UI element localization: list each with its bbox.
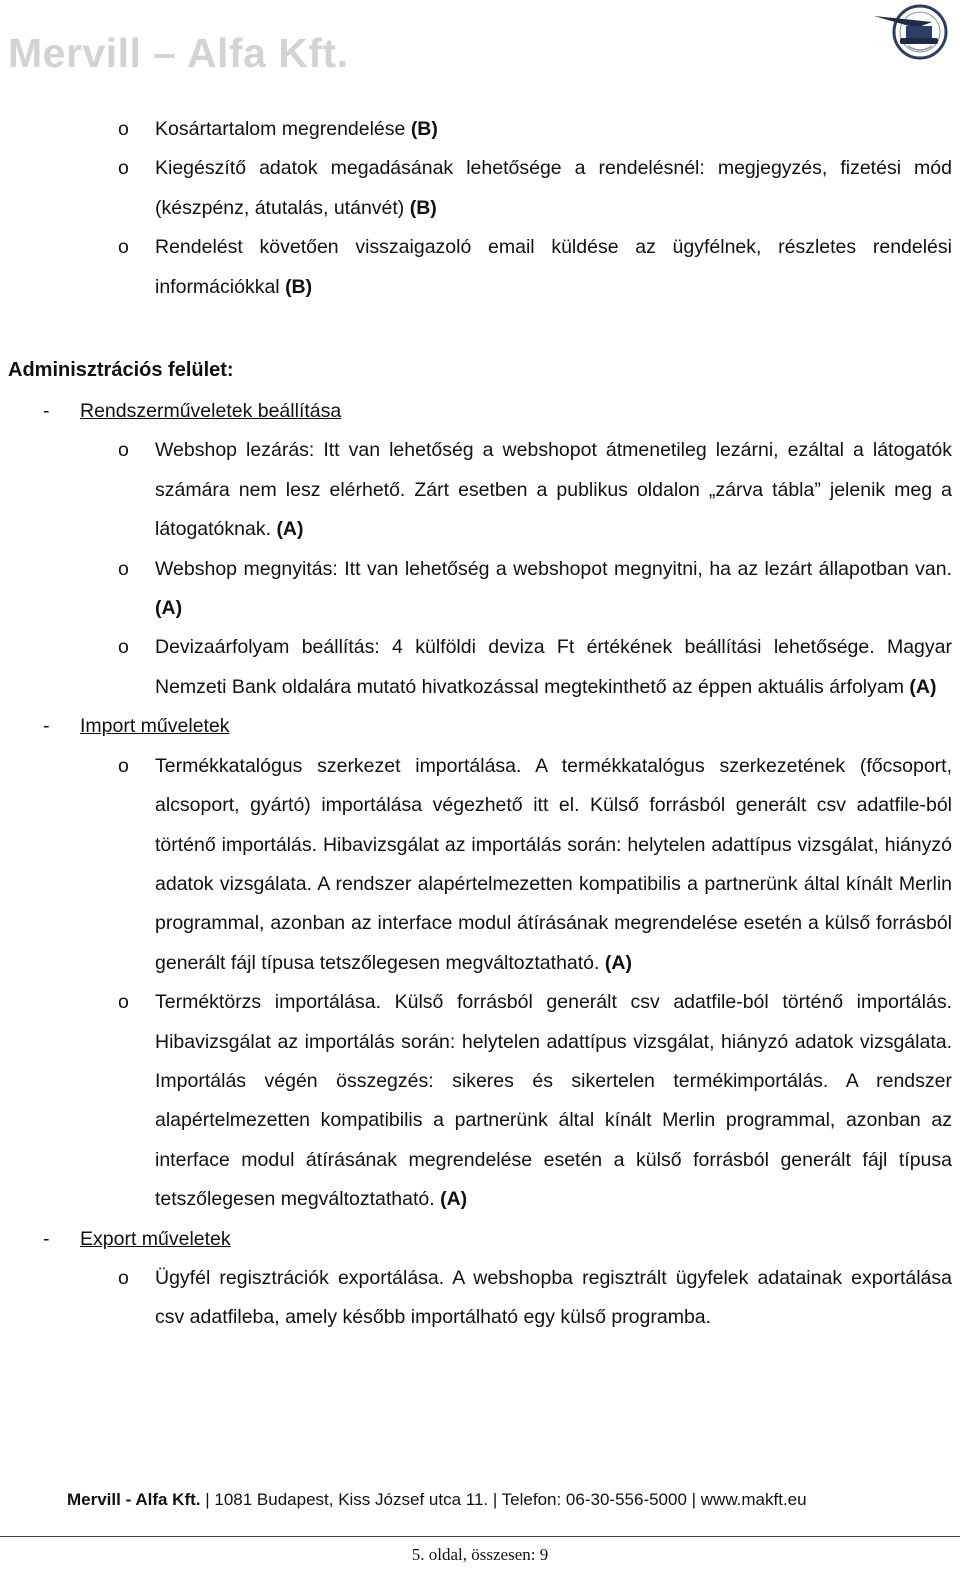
list-item: o Ügyfél regisztrációk exportálása. A webshopba regisztrált ügyfelek adatainak exportálása csv adatfileba, amely később importálható egy külső programba. <box>118 1266 952 1329</box>
list-item: o Kosártartalom megrendelése (B) <box>118 118 438 140</box>
list-item: o Webshop megnyitás: Itt van lehetőség a webshopot megnyitni, ha az lezárt állapotban van. (A) <box>118 557 952 620</box>
footer-info: Mervill - Alfa Kft. | 1081 Budapest, Kiss József utca 11. | Telefon: 06-30-556-5000 | www.makft.eu <box>67 1490 807 1509</box>
list-item: o Rendelést követően visszaigazoló email küldése az ügyfélnek, részletes rendelési információkkal (B) <box>118 236 952 298</box>
page-number: 5. oldal, összesen: 9 <box>411 1545 549 1564</box>
section-label: - Rendszerműveletek beállítása <box>43 400 342 423</box>
list-item: o Kiegészítő adatok megadásának lehetősége a rendelésnél: megjegyzés, fizetési mód (készpénz, átutalás, utánvét) (B) <box>118 157 952 219</box>
section-label: - Import műveletek <box>43 715 230 738</box>
section-heading: Adminisztrációs felület: <box>8 359 234 382</box>
list-item: o Devizaárfolyam beállítás: 4 külföldi deviza Ft értékének beállítási lehetősége. Magyar Nemzeti Bank oldalára mutató hivatkozással megtekinthető az éppen aktuális árfolyam (A) <box>118 636 952 698</box>
footer-divider <box>0 1536 960 1537</box>
company-logo-text: Mervill – Alfa Kft. <box>8 30 349 76</box>
section-label: - Export műveletek <box>43 1227 231 1250</box>
hat-emblem-icon <box>872 2 952 64</box>
document-body <box>0 110 960 1338</box>
list-item: o Terméktörzs importálása. Külső forrásból generált csv adatfile-ból történő importálás. Hibavizsgálat az importálás során: helytelen adattípus vizsgálat, hiányzó adatok vizsgálata. Importálás végén összegzés: sikeres és sikertelen termékimportálás. A rendszer alapértelmezetten kompatibilis a partnerünk által kínált Merlin programmal, azonban az interface modul átírásának megrendelése esetén a külső forrásból generált fájl típusa tetszőlegesen megváltoztatható. (A) <box>118 991 952 1211</box>
list-item: o Webshop lezárás: Itt van lehetőség a webshopot átmenetileg lezárni, ezáltal a látogatók számára nem lesz elérhető. Zárt esetben a publikus oldalon „zárva tábla” jelenik meg a látogatóknak. (A) <box>118 439 952 541</box>
list-item: o Termékkatalógus szerkezet importálása. A termékkatalógus szerkezetének (főcsoport, alcsoport, gyártó) importálása végezhető itt el. Külső forrásból generált csv adatfile-ból történő importálás. Hibavizsgálat az importálás során: helytelen adattípus vizsgálat, hiányzó adatok vizsgálata. A rendszer alapértelmezetten kompatibilis a partnerünk által kínált Merlin programmal, azonban az interface modul átírásának megrendelése esetén a külső forrásból generált fájl típusa tetszőlegesen megváltoztatható. (A) <box>118 754 952 974</box>
